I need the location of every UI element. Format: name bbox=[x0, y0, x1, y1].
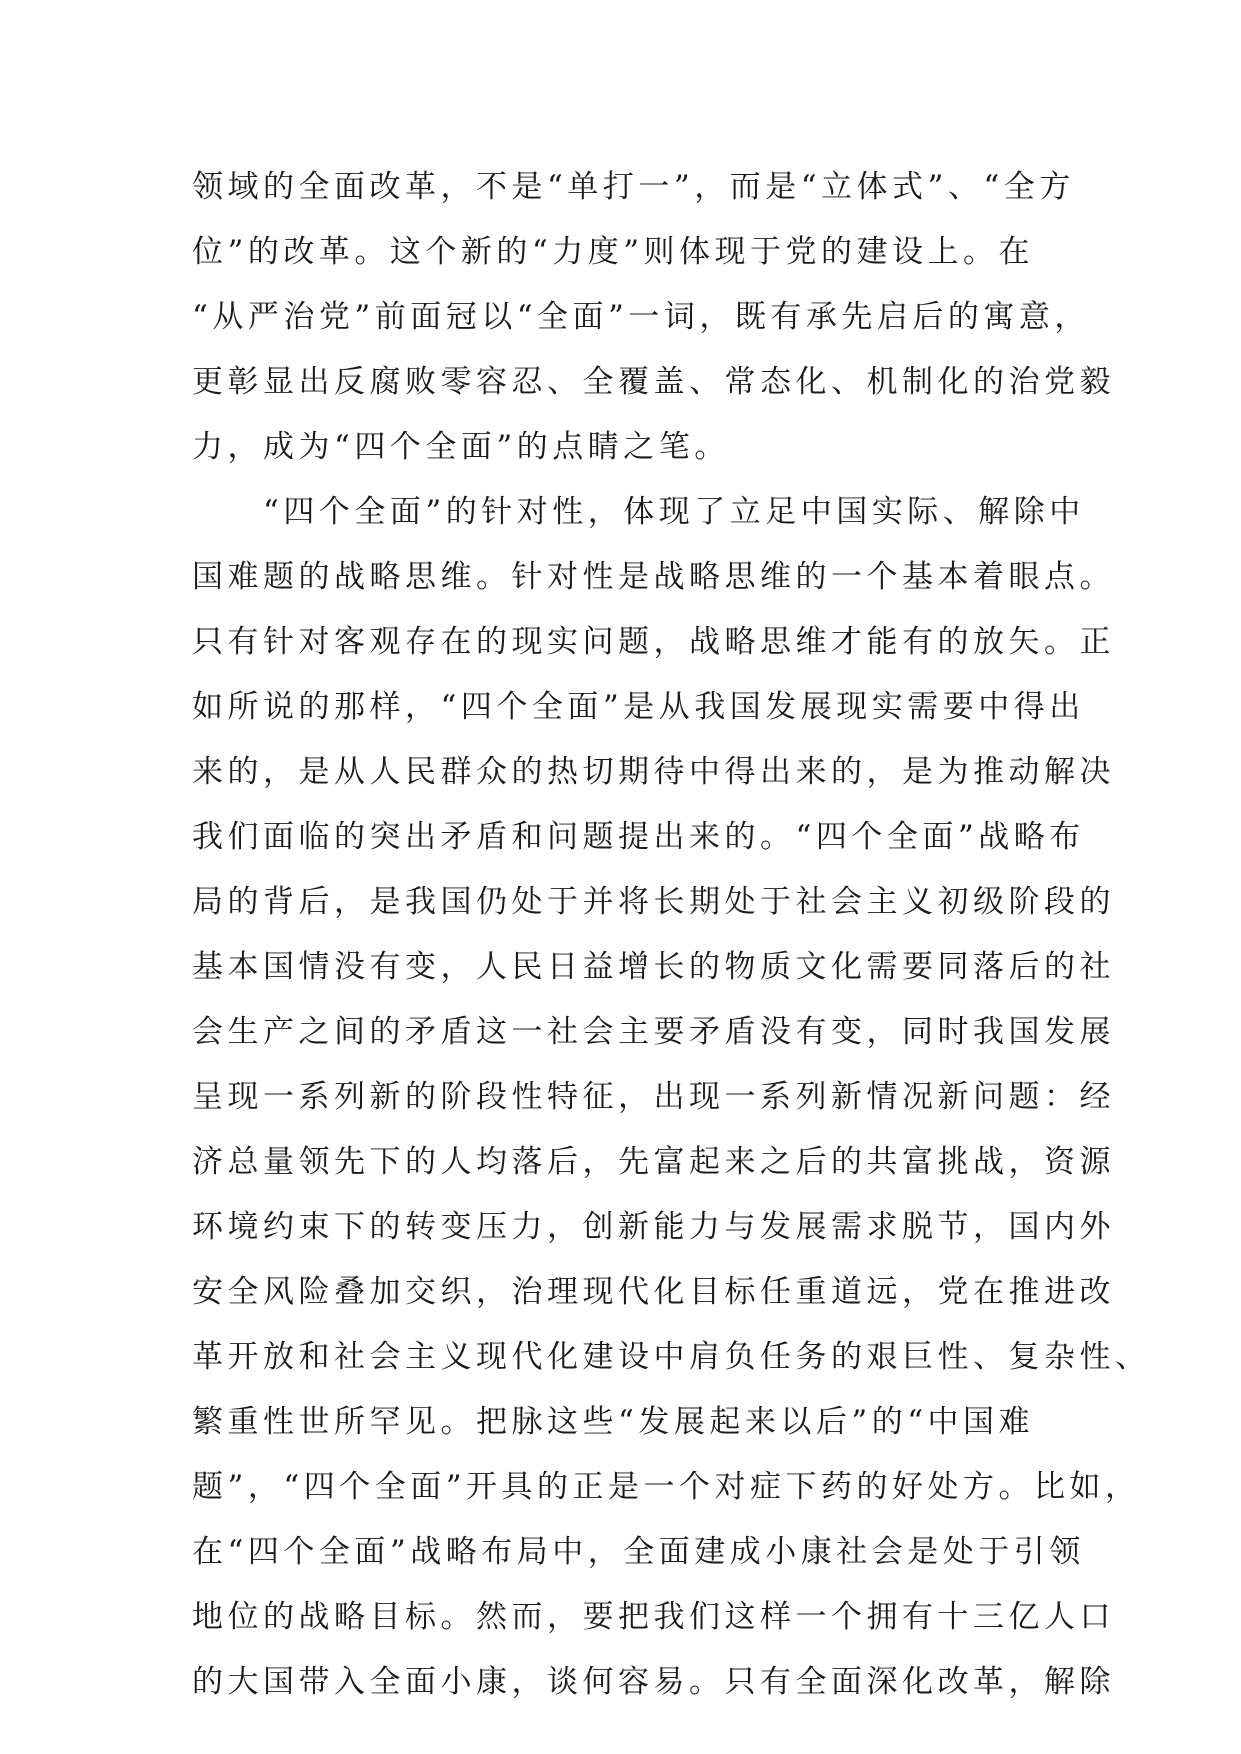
text-line: 局的背后，是我国仍处于并将长期处于社会主义初级阶段的 bbox=[192, 884, 1115, 920]
text-line: 位”的改革。这个新的“力度”则体现于党的建设上。在 bbox=[192, 234, 1035, 270]
text-line: 繁重性世所罕见。把脉这些“发展起来以后”的“中国难 bbox=[192, 1404, 1035, 1440]
text-line: 更彰显出反腐败零容忍、全覆盖、常态化、机制化的治党毅 bbox=[192, 364, 1115, 400]
text-line: 力，成为“四个全面”的点睛之笔。 bbox=[192, 429, 730, 465]
text-line: 基本国情没有变，人民日益增长的物质文化需要同落后的社 bbox=[192, 949, 1115, 985]
text-line: 的大国带入全面小康，谈何容易。只有全面深化改革，解除 bbox=[192, 1664, 1115, 1700]
text-line: 地位的战略目标。然而，要把我们这样一个拥有十三亿人口 bbox=[192, 1599, 1115, 1635]
text-line: 环境约束下的转变压力，创新能力与发展需求脱节，国内外 bbox=[192, 1209, 1115, 1245]
text-line: 来的，是从人民群众的热切期待中得出来的，是为推动解决 bbox=[192, 754, 1115, 790]
text-line: 领域的全面改革，不是“单打一”，而是“立体式”、“全方 bbox=[192, 169, 1075, 205]
paragraph-start-line: “四个全面”的针对性，体现了立足中国实际、解除中 bbox=[192, 494, 1085, 530]
body-text bbox=[192, 155, 1151, 1715]
text-line: 安全风险叠加交织，治理现代化目标任重道远，党在推进改 bbox=[192, 1274, 1115, 1310]
text-line: 呈现一系列新的阶段性特征，出现一系列新情况新问题：经 bbox=[192, 1079, 1115, 1115]
text-line: 济总量领先下的人均落后，先富起来之后的共富挑战，资源 bbox=[192, 1144, 1115, 1180]
text-line: 革开放和社会主义现代化建设中肩负任务的艰巨性、复杂性、 bbox=[192, 1339, 1151, 1375]
text-line: 只有针对客观存在的现实问题，战略思维才能有的放矢。正 bbox=[192, 624, 1115, 660]
text-line: 我们面临的突出矛盾和问题提出来的。“四个全面”战略布 bbox=[192, 819, 1085, 855]
text-line: 会生产之间的矛盾这一社会主要矛盾没有变，同时我国发展 bbox=[192, 1014, 1115, 1050]
text-line: 如所说的那样，“四个全面”是从我国发展现实需要中得出 bbox=[192, 689, 1085, 725]
text-line: “从严治党”前面冠以“全面”一词，既有承先启后的寓意， bbox=[192, 299, 1090, 335]
text-line: 题”，“四个全面”开具的正是一个对症下药的好处方。比如， bbox=[192, 1469, 1141, 1505]
text-line: 国难题的战略思维。针对性是战略思维的一个基本着眼点。 bbox=[192, 559, 1115, 595]
text-line: 在“四个全面”战略布局中，全面建成小康社会是处于引领 bbox=[192, 1534, 1085, 1570]
